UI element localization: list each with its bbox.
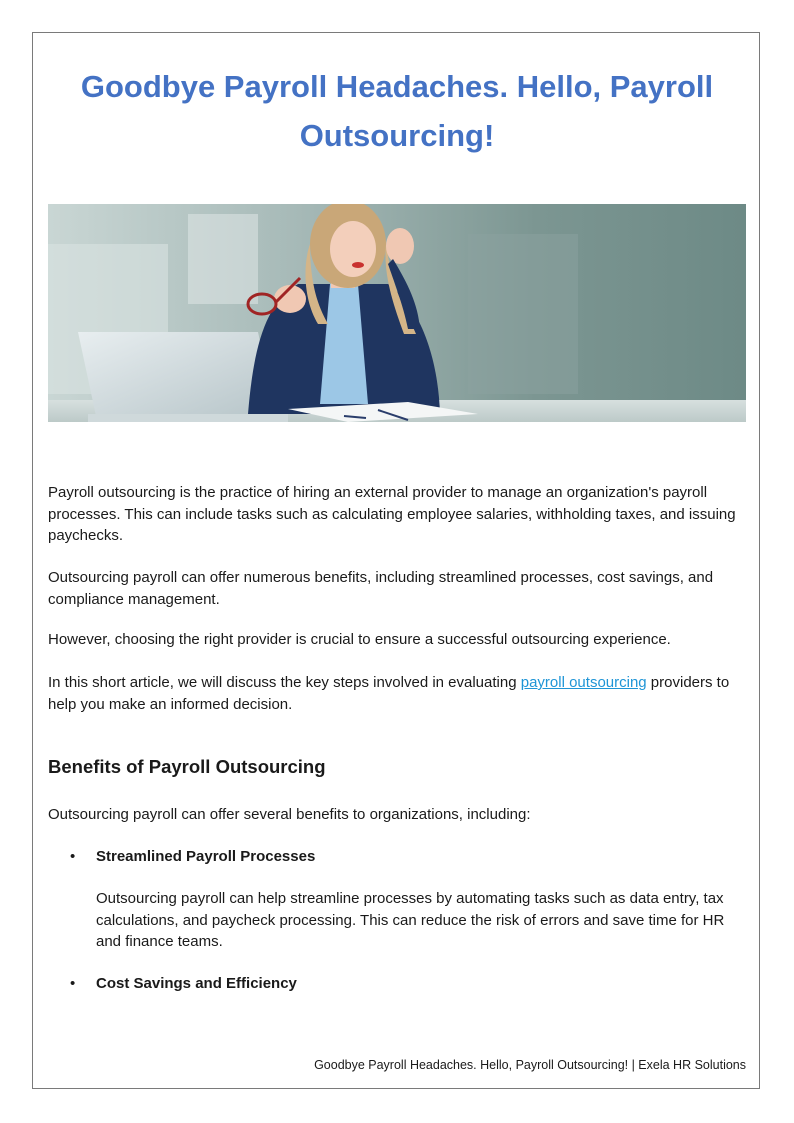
- page-title: Goodbye Payroll Headaches. Hello, Payroll Outsourcing!: [80, 69, 714, 153]
- payroll-outsourcing-link[interactable]: payroll outsourcing: [520, 674, 647, 691]
- intro-paragraph-1: Payroll outsourcing is the practice of hiring an external provider to manage an organization's payroll processes. This can include tasks such as calculating employee salaries, withholding taxes, and issuing paychecks.: [48, 484, 736, 544]
- hero-image: [48, 204, 746, 422]
- intro-paragraph-4: [48, 672, 746, 715]
- benefits-intro: Outsourcing payroll can offer several benefits to organizations, including:: [48, 806, 531, 823]
- intro-paragraph-3: However, choosing the right provider is crucial to ensure a successful outsourcing experience.: [48, 631, 671, 648]
- bullet-glyph: •: [70, 848, 76, 865]
- page-footer: Goodbye Payroll Headaches. Hello, Payroll Outsourcing! | Exela HR Solutions: [314, 1058, 746, 1072]
- intro-paragraph-4-before: In this short article, we will discuss the key steps involved in evaluating: [48, 674, 521, 691]
- intro-paragraph-4-after: providers to help you make an informed decision.: [48, 674, 730, 713]
- intro-paragraph-2: Outsourcing payroll can offer numerous benefits, including streamlined processes, cost savings, and compliance management.: [48, 569, 714, 608]
- bullet-glyph: •: [70, 975, 76, 992]
- benefit-body-1: Outsourcing payroll can help streamline processes by automating tasks such as data entry, tax calculations, and paycheck processing. This can reduce the risk of errors and save time for HR and finance teams.: [96, 890, 725, 950]
- benefit-title-1: Streamlined Payroll Processes: [96, 848, 316, 865]
- benefits-heading: Benefits of Payroll Outsourcing: [48, 756, 326, 777]
- stressed-woman-photo-icon: [48, 204, 746, 422]
- benefit-title-2: Cost Savings and Efficiency: [96, 975, 297, 992]
